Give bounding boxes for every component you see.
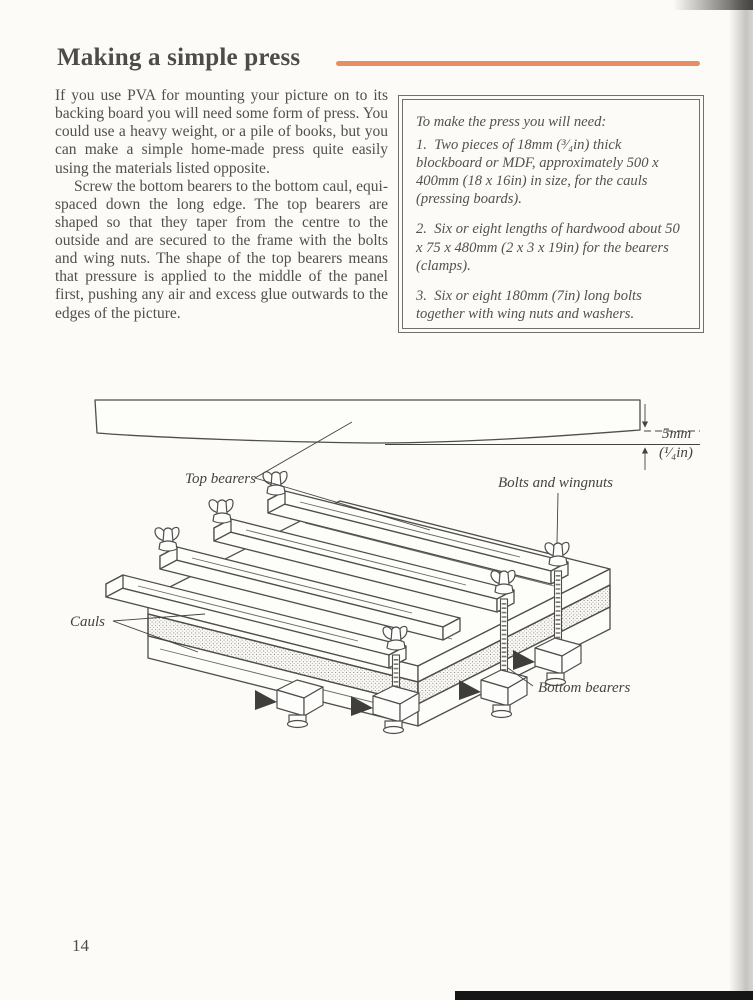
bolt	[555, 571, 562, 648]
materials-item-1: 1. Two pieces of 18mm (³⁄₄in) thick blockboard or MDF, approximately 500 x 400mm (18 x 16in) in size, for the cauls (pressing boards).	[416, 137, 659, 208]
bolt	[501, 599, 508, 678]
page-number: 14	[72, 936, 89, 955]
label-bolts-and-wingnuts: Bolts and wingnuts	[498, 475, 614, 491]
materials-box-inner	[402, 99, 700, 329]
page-title: Making a simple press	[57, 44, 301, 71]
bottom-bearer-block	[535, 638, 581, 686]
materials-intro: To make the press you will need:	[416, 114, 607, 130]
scan-bottom-bar	[455, 991, 753, 1000]
materials-box	[398, 95, 704, 333]
label-bottom-bearers: Bottom bearers	[538, 680, 631, 696]
paragraph-1: If you use PVA for mounting your picture on to its backing board you will need some form of press. You could use a heavy weight, or a pile of books, but you can make a simple home-made press quite easily using the materials listed opposite.	[55, 87, 388, 177]
top-bearer-side-view	[95, 400, 640, 443]
dimension-metric-label: 5mm	[662, 426, 692, 442]
press-figure	[0, 380, 753, 752]
bottom-bearer-block	[277, 680, 323, 728]
label-cauls: Cauls	[70, 614, 106, 630]
title-accent-rule	[336, 61, 700, 66]
paragraph-2: Screw the bottom bearers to the bottom caul, equi-spaced down the long edge. The top bearers are shaped so that they taper from the centre to the outside and are secured to the frame with the bolts and wing nuts. The shape of the top bearers means that pressure is applied to the middle of the panel first, pushing any air and excess glue outwards to the edges of the picture.	[55, 177, 388, 322]
dimension-imperial-label: (¹⁄₄in)	[659, 445, 693, 461]
wingnut-icon	[263, 471, 287, 495]
wingnut-icon	[209, 499, 233, 523]
article-text	[55, 87, 388, 323]
materials-item-2: 2. Six or eight lengths of hardwood about 50 x 75 x 480mm (2 x 3 x 19in) for the bearers (clamps).	[416, 221, 680, 274]
label-top-bearers: Top bearers	[185, 471, 256, 487]
wingnut-icon	[155, 527, 179, 551]
materials-item-3: 3. Six or eight 180mm (7in) long bolts together with wing nuts and washers.	[416, 287, 642, 322]
bottom-bearer-block	[373, 686, 419, 734]
scan-corner-shadow	[673, 0, 753, 10]
